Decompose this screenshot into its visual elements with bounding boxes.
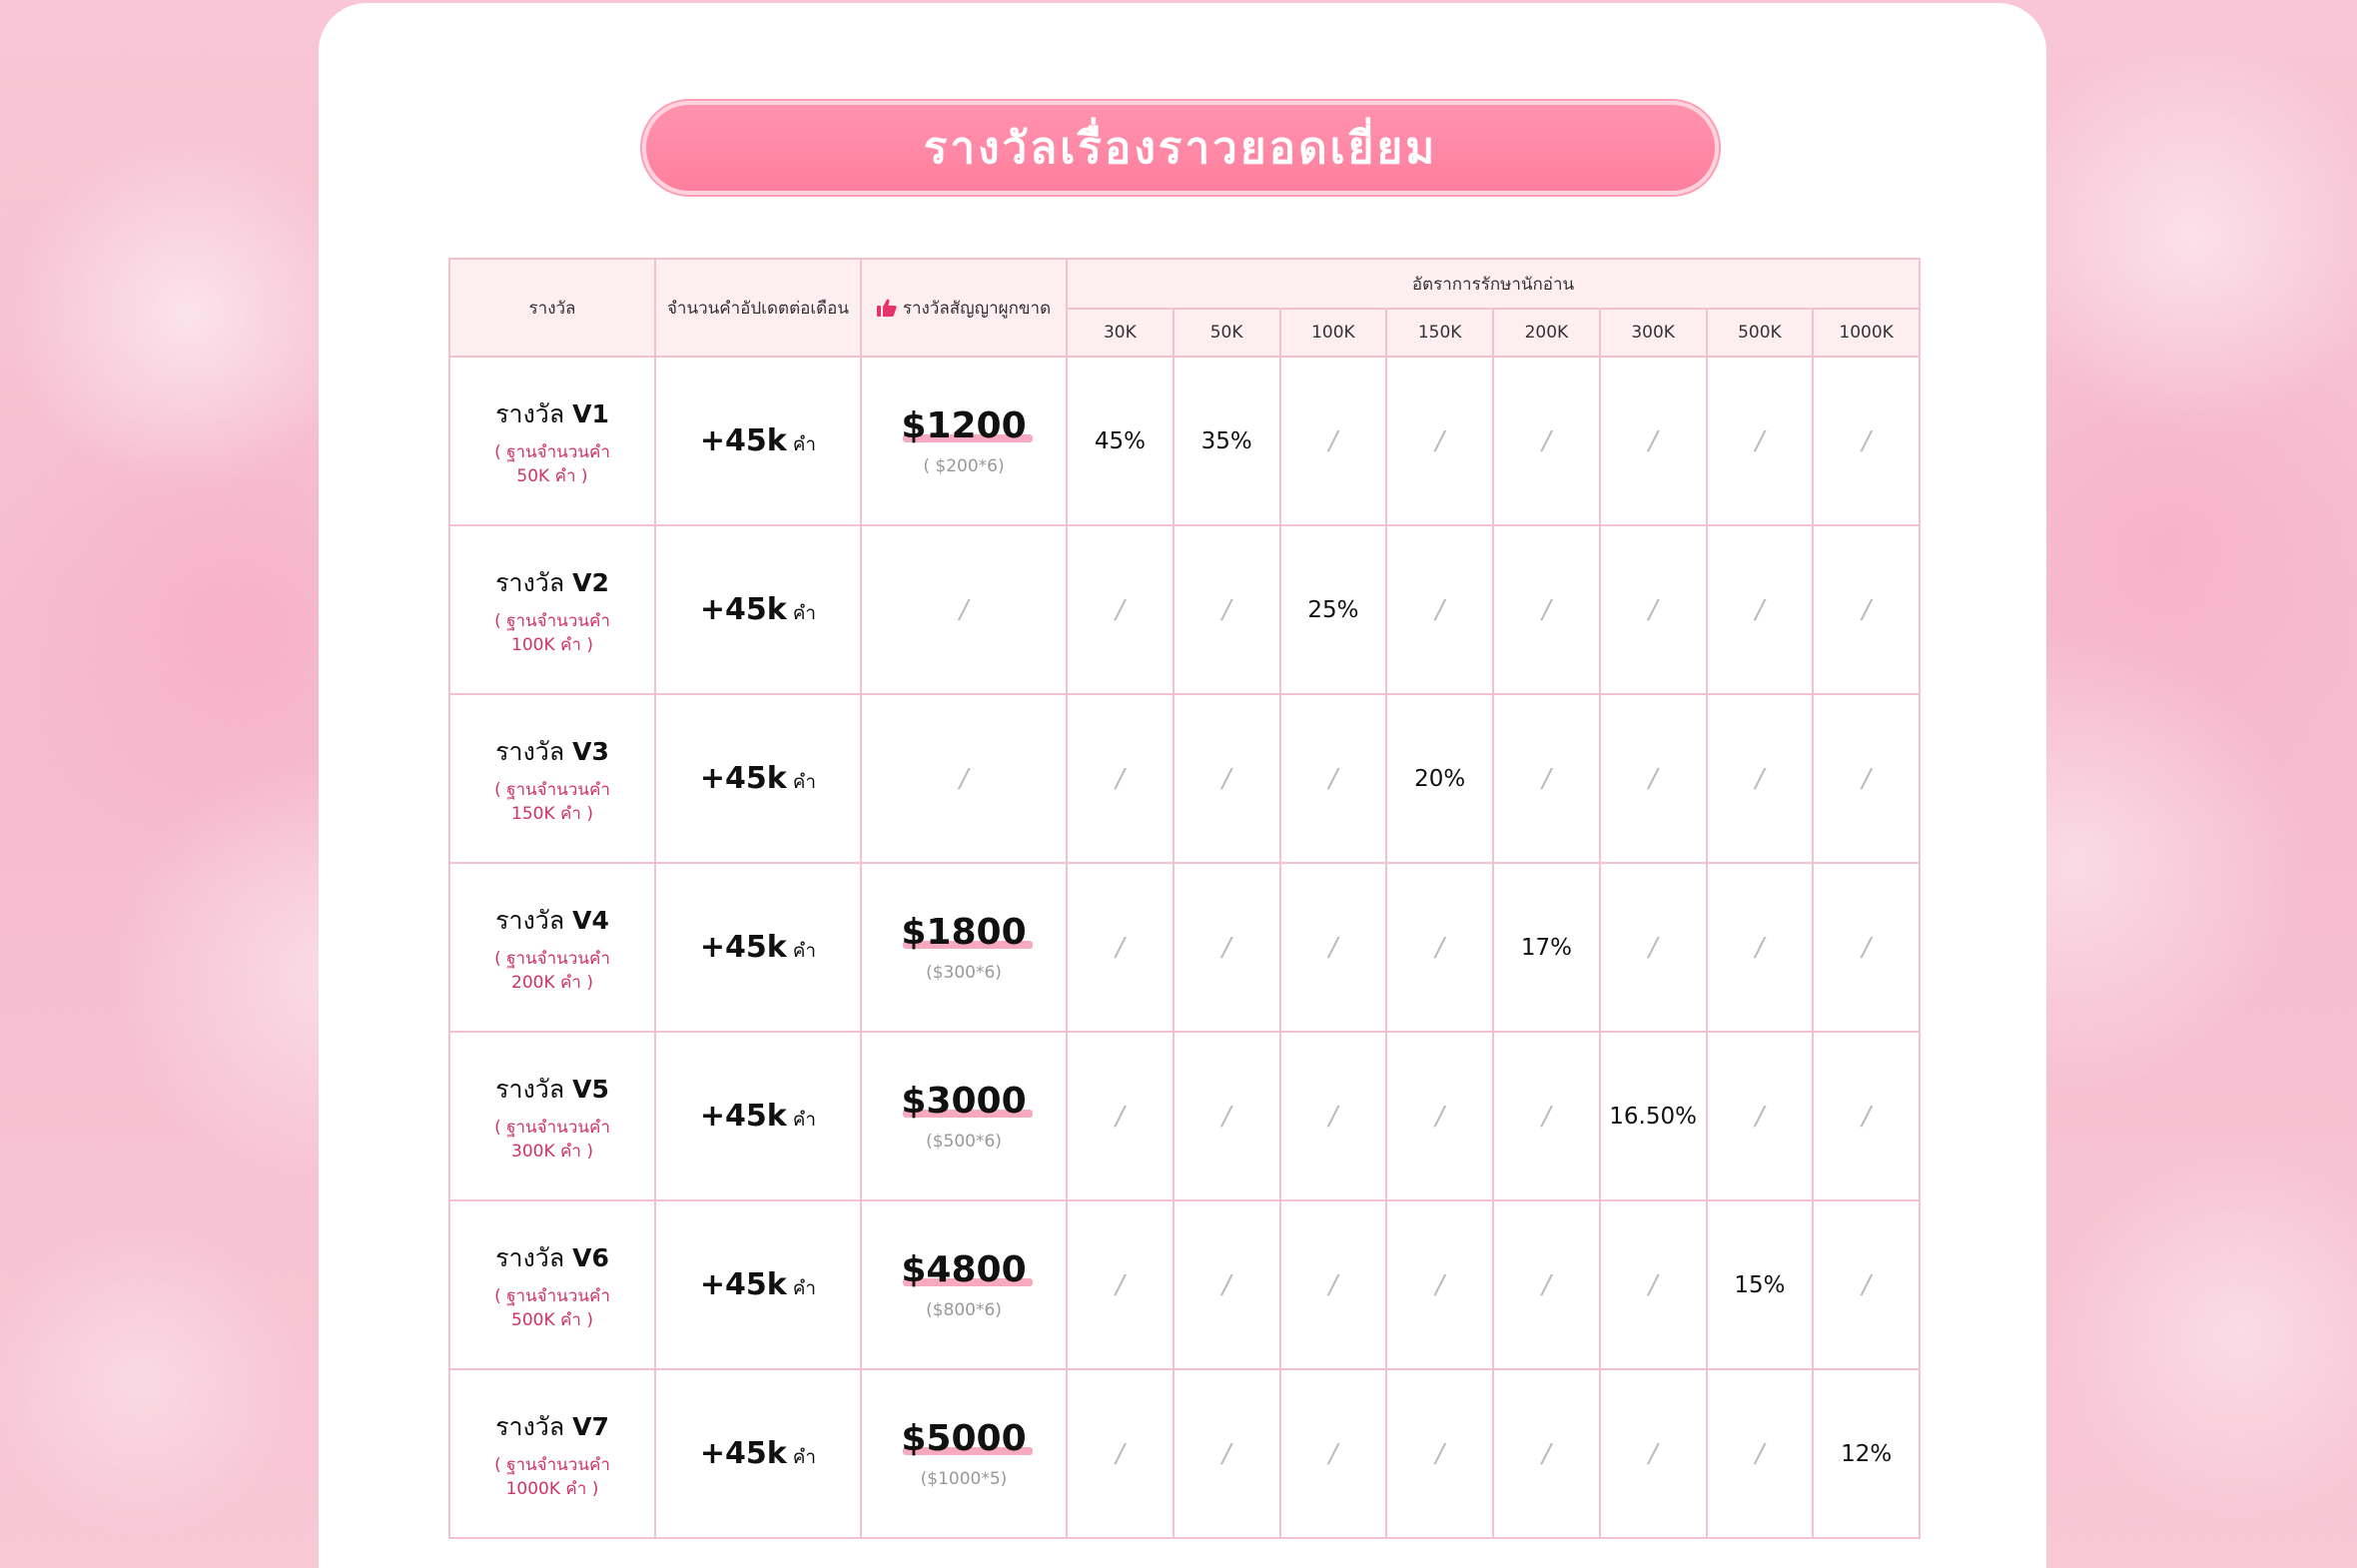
empty-value: /	[1755, 594, 1765, 625]
retention-cell	[1707, 1200, 1814, 1369]
words-per-month-cell	[655, 863, 861, 1032]
reward-tier-cell	[449, 357, 655, 525]
price-breakdown: ( $200*6)	[923, 456, 1005, 476]
tier-code: V5	[572, 1074, 609, 1104]
table-row	[449, 357, 1920, 525]
rewards-table	[448, 258, 1921, 1539]
retention-cell	[1174, 863, 1280, 1032]
tier-note-line1: ( ฐานจำนวนคำ	[494, 1117, 610, 1138]
contract-price: $4800	[901, 1249, 1027, 1290]
retention-cell	[1493, 863, 1600, 1032]
thumbs-up-icon	[877, 299, 897, 317]
exclusive-contract-cell	[861, 694, 1067, 863]
tier-name	[450, 901, 654, 941]
header-reward: รางวัล	[449, 259, 655, 357]
retention-cell	[1707, 694, 1814, 863]
page-title: รางวัลเรื่องราวยอดเยี่ยม	[923, 123, 1438, 174]
tier-name	[450, 1238, 654, 1278]
exclusive-contract-cell	[861, 1200, 1067, 1369]
empty-value: /	[1648, 594, 1658, 625]
tier-note	[450, 778, 654, 826]
empty-value: /	[1648, 425, 1658, 456]
empty-value: /	[1435, 1438, 1444, 1469]
header-retention-col: 100K	[1280, 309, 1387, 357]
tier-note-line2: 50K คำ )	[516, 465, 588, 486]
retention-cell	[1386, 1032, 1493, 1200]
tier-note-line1: ( ฐานจำนวนคำ	[494, 1454, 610, 1475]
retention-cell	[1280, 357, 1387, 525]
tier-name	[450, 1070, 654, 1110]
reward-tier-cell	[449, 694, 655, 863]
empty-value: /	[959, 763, 969, 794]
empty-value: /	[1541, 425, 1551, 456]
empty-value: /	[1541, 1269, 1551, 1300]
reward-tier-cell	[449, 1369, 655, 1538]
header-retention: อัตราการรักษานักอ่าน	[1067, 259, 1920, 309]
retention-cell	[1386, 525, 1493, 694]
empty-value: /	[1862, 425, 1871, 456]
empty-value: /	[1221, 594, 1231, 625]
empty-value: /	[1435, 1269, 1444, 1300]
retention-rate: 45%	[1094, 427, 1146, 454]
retention-cell	[1067, 1200, 1174, 1369]
page-title-banner	[642, 101, 1719, 195]
empty-value: /	[1862, 1269, 1871, 1300]
words-value	[700, 423, 816, 458]
retention-cell	[1386, 863, 1493, 1032]
price-breakdown: ($300*6)	[926, 963, 1002, 983]
words-value	[700, 1099, 816, 1134]
words-unit: คำ	[792, 1108, 817, 1131]
price-breakdown: ($500*6)	[926, 1132, 1002, 1152]
tier-name-prefix: รางวัล	[495, 398, 565, 428]
empty-value: /	[1435, 1101, 1444, 1132]
tier-name	[450, 394, 654, 434]
tier-code: V7	[572, 1411, 609, 1441]
retention-cell	[1813, 1200, 1920, 1369]
retention-cell	[1280, 1369, 1387, 1538]
retention-cell	[1707, 525, 1814, 694]
retention-cell	[1174, 1369, 1280, 1538]
retention-cell	[1493, 1369, 1600, 1538]
empty-value: /	[1541, 1101, 1551, 1132]
empty-value: /	[1541, 594, 1551, 625]
header-exclusive-contract	[861, 259, 1067, 357]
empty-value: /	[1541, 763, 1551, 794]
table-row	[449, 863, 1920, 1032]
empty-value: /	[1862, 1101, 1871, 1132]
empty-value: /	[1221, 1269, 1231, 1300]
words-number: +45k	[699, 422, 787, 458]
empty-value: /	[1115, 1269, 1125, 1300]
retention-cell	[1707, 1032, 1814, 1200]
retention-cell	[1174, 1200, 1280, 1369]
words-unit: คำ	[792, 939, 817, 962]
empty-value: /	[1115, 932, 1125, 963]
retention-cell	[1813, 1032, 1920, 1200]
words-per-month-cell	[655, 525, 861, 694]
retention-cell	[1813, 357, 1920, 525]
tier-name-prefix: รางวัล	[495, 1411, 565, 1441]
words-number: +45k	[699, 1266, 787, 1302]
empty-value: /	[1328, 1438, 1338, 1469]
price-wrap	[901, 405, 1026, 446]
words-value	[700, 592, 816, 627]
retention-cell	[1280, 1032, 1387, 1200]
header-retention-col: 50K	[1174, 309, 1280, 357]
retention-cell	[1600, 694, 1707, 863]
empty-value: /	[1648, 1438, 1658, 1469]
retention-cell	[1493, 694, 1600, 863]
retention-cell	[1174, 694, 1280, 863]
tier-code: V4	[572, 905, 609, 935]
tier-note-line2: 300K คำ )	[511, 1141, 593, 1162]
tier-code: V1	[572, 398, 609, 428]
header-retention-col: 200K	[1493, 309, 1600, 357]
tier-name	[450, 563, 654, 603]
table-header-row	[449, 259, 1920, 309]
empty-value: /	[959, 594, 969, 625]
tier-name-prefix: รางวัล	[495, 1242, 565, 1272]
empty-value: /	[1328, 932, 1338, 963]
tier-name-prefix: รางวัล	[495, 1074, 565, 1104]
tier-name	[450, 732, 654, 772]
tier-note	[450, 947, 654, 995]
retention-cell	[1386, 1200, 1493, 1369]
retention-rate: 20%	[1414, 765, 1466, 792]
empty-value: /	[1755, 1101, 1765, 1132]
empty-value: /	[1755, 932, 1765, 963]
header-retention-col: 30K	[1067, 309, 1174, 357]
retention-cell	[1707, 1369, 1814, 1538]
retention-cell	[1386, 694, 1493, 863]
empty-value: /	[1221, 1438, 1231, 1469]
tier-note-line2: 200K คำ )	[511, 972, 593, 993]
empty-value: /	[1115, 1438, 1125, 1469]
retention-cell	[1174, 525, 1280, 694]
retention-cell	[1813, 694, 1920, 863]
words-unit: คำ	[792, 1276, 817, 1299]
retention-cell	[1813, 1369, 1920, 1538]
retention-cell	[1493, 1032, 1600, 1200]
tier-note-line2: 100K คำ )	[511, 634, 593, 655]
words-value	[700, 1267, 816, 1302]
header-exclusive-contract-label: รางวัลสัญญาผูกขาด	[902, 298, 1052, 319]
retention-cell	[1600, 1369, 1707, 1538]
exclusive-contract-cell	[861, 1369, 1067, 1538]
words-value	[700, 761, 816, 796]
retention-cell	[1280, 694, 1387, 863]
header-retention-col: 1000K	[1813, 309, 1920, 357]
table-row	[449, 1032, 1920, 1200]
reward-tier-cell	[449, 1200, 655, 1369]
words-per-month-cell	[655, 1369, 861, 1538]
empty-value: /	[1648, 1269, 1658, 1300]
header-retention-col: 500K	[1707, 309, 1814, 357]
retention-rate: 35%	[1200, 427, 1252, 454]
reward-tier-cell	[449, 863, 655, 1032]
exclusive-contract-cell	[861, 863, 1067, 1032]
contract-price: $5000	[901, 1418, 1027, 1459]
empty-value: /	[1115, 763, 1125, 794]
tier-note-line2: 500K คำ )	[511, 1309, 593, 1330]
empty-value: /	[1541, 1438, 1551, 1469]
retention-cell	[1600, 1200, 1707, 1369]
words-per-month-cell	[655, 1032, 861, 1200]
retention-cell	[1280, 525, 1387, 694]
header-words-per-month: จำนวนคำอัปเดตต่อเดือน	[655, 259, 861, 357]
words-number: +45k	[699, 591, 787, 627]
price-wrap	[901, 1081, 1026, 1122]
price-wrap	[901, 912, 1026, 953]
retention-rate: 16.50%	[1609, 1103, 1697, 1130]
table-row	[449, 1369, 1920, 1538]
retention-rate: 17%	[1520, 934, 1572, 961]
empty-value: /	[1755, 1438, 1765, 1469]
empty-value: /	[1862, 932, 1871, 963]
table-body	[449, 357, 1920, 1538]
tier-note-line1: ( ฐานจำนวนคำ	[494, 441, 610, 462]
empty-value: /	[1115, 1101, 1125, 1132]
retention-cell	[1174, 1032, 1280, 1200]
empty-value: /	[1755, 425, 1765, 456]
empty-value: /	[1862, 594, 1871, 625]
tier-note-line1: ( ฐานจำนวนคำ	[494, 948, 610, 969]
empty-value: /	[1435, 932, 1444, 963]
empty-value: /	[1328, 425, 1338, 456]
exclusive-contract-cell	[861, 525, 1067, 694]
tier-note-line1: ( ฐานจำนวนคำ	[494, 1285, 610, 1306]
retention-cell	[1280, 863, 1387, 1032]
tier-name	[450, 1407, 654, 1447]
words-per-month-cell	[655, 694, 861, 863]
empty-value: /	[1221, 763, 1231, 794]
retention-cell	[1707, 863, 1814, 1032]
retention-cell	[1493, 1200, 1600, 1369]
tier-note-line1: ( ฐานจำนวนคำ	[494, 610, 610, 631]
exclusive-contract-cell	[861, 1032, 1067, 1200]
retention-cell	[1067, 357, 1174, 525]
price-wrap	[901, 1249, 1026, 1290]
exclusive-contract-cell	[861, 357, 1067, 525]
tier-note	[450, 1284, 654, 1332]
empty-value: /	[1755, 763, 1765, 794]
retention-cell	[1600, 1032, 1707, 1200]
tier-code: V6	[572, 1242, 609, 1272]
words-number: +45k	[699, 760, 787, 796]
tier-note-line2: 150K คำ )	[511, 803, 593, 824]
words-unit: คำ	[792, 601, 817, 624]
retention-cell	[1067, 525, 1174, 694]
words-unit: คำ	[792, 432, 817, 455]
table-row	[449, 525, 1920, 694]
words-unit: คำ	[792, 1445, 817, 1468]
retention-cell	[1067, 1369, 1174, 1538]
tier-note	[450, 1116, 654, 1164]
words-number: +45k	[699, 1098, 787, 1134]
tier-note-line2: 1000K คำ )	[505, 1478, 599, 1499]
empty-value: /	[1435, 594, 1444, 625]
empty-value: /	[1648, 763, 1658, 794]
retention-cell	[1493, 525, 1600, 694]
words-per-month-cell	[655, 357, 861, 525]
retention-cell	[1174, 357, 1280, 525]
empty-value: /	[1221, 1101, 1231, 1132]
retention-cell	[1386, 357, 1493, 525]
retention-cell	[1493, 357, 1600, 525]
price-breakdown: ($800*6)	[926, 1300, 1002, 1320]
empty-value: /	[1328, 1101, 1338, 1132]
header-retention-col: 150K	[1386, 309, 1493, 357]
retention-cell	[1600, 525, 1707, 694]
contract-price: $1200	[901, 405, 1027, 446]
price-breakdown: ($1000*5)	[920, 1469, 1008, 1489]
empty-value: /	[1328, 763, 1338, 794]
retention-cell	[1813, 525, 1920, 694]
tier-code: V2	[572, 567, 609, 597]
words-number: +45k	[699, 929, 787, 965]
retention-cell	[1067, 863, 1174, 1032]
words-per-month-cell	[655, 1200, 861, 1369]
retention-rate: 12%	[1841, 1440, 1893, 1467]
words-value	[700, 930, 816, 965]
table-row	[449, 1200, 1920, 1369]
contract-price: $1800	[901, 912, 1027, 953]
retention-cell	[1707, 357, 1814, 525]
retention-cell	[1813, 863, 1920, 1032]
tier-name-prefix: รางวัล	[495, 736, 565, 766]
empty-value: /	[1221, 932, 1231, 963]
tier-note	[450, 440, 654, 488]
retention-cell	[1600, 863, 1707, 1032]
retention-cell	[1067, 694, 1174, 863]
retention-rate: 15%	[1734, 1271, 1786, 1298]
tier-name-prefix: รางวัล	[495, 567, 565, 597]
retention-cell	[1600, 357, 1707, 525]
tier-name-prefix: รางวัล	[495, 905, 565, 935]
tier-note	[450, 609, 654, 657]
price-wrap	[901, 1418, 1026, 1459]
words-unit: คำ	[792, 770, 817, 793]
empty-value: /	[1648, 932, 1658, 963]
table-row	[449, 694, 1920, 863]
retention-cell	[1067, 1032, 1174, 1200]
reward-tier-cell	[449, 525, 655, 694]
retention-rate: 25%	[1307, 596, 1359, 623]
header-retention-col: 300K	[1600, 309, 1707, 357]
empty-value: /	[1862, 763, 1871, 794]
tier-note	[450, 1453, 654, 1501]
words-value	[700, 1436, 816, 1471]
empty-value: /	[1328, 1269, 1338, 1300]
tier-code: V3	[572, 736, 609, 766]
empty-value: /	[1435, 425, 1444, 456]
retention-cell	[1386, 1369, 1493, 1538]
contract-price: $3000	[901, 1081, 1027, 1122]
words-number: +45k	[699, 1435, 787, 1471]
retention-cell	[1280, 1200, 1387, 1369]
tier-note-line1: ( ฐานจำนวนคำ	[494, 779, 610, 800]
empty-value: /	[1115, 594, 1125, 625]
reward-tier-cell	[449, 1032, 655, 1200]
